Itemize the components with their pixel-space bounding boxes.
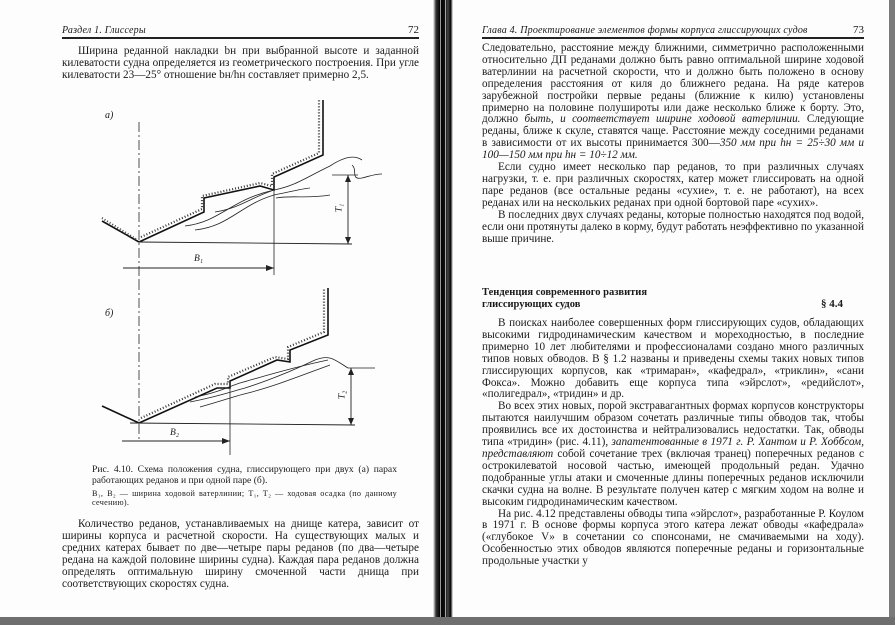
book-spine-binding xyxy=(433,0,453,617)
closing-paragraph-text: Количество реданов, устанавливаемых на днище катера, зависит от ширины корпуса и расчетной скорости. На существующих малых и средних катерах бывает по две—четыре пары реданов (по два—четыре редана на каждой половине ширины судна). Каждая пара реданов должна определять оптимальную ширину смоченной части днища при соответствующих скоростях судна. xyxy=(62,518,419,590)
draft-label-t2: T₂ xyxy=(337,390,348,400)
section-paragraph-3: На рис. 4.12 представлены обводы типа «эйрслот», разработанные Р. Коулом в 1971 г. В основе формы корпуса этого катера лежат обводы «кафедрала» («глубокое V» в сочетании со спонсонами, не смачиваемыми на ходу). Особенностью этих обводов являются поперечные реданы и горизонтальные продольные участки у xyxy=(482,507,864,568)
left-running-head-title: Раздел 1. Глиссеры xyxy=(62,25,146,36)
paragraph-1-text-b: Следующие реданы, ближе к скуле, ставятся чаще. Расстояние между соседними реданами в зависимости от их высоты принимается 300— xyxy=(482,113,864,150)
right-paragraph-2: Если судно имеет несколько пар реданов, то при различных случаях нагрузки, т. е. при различных скоростях, катер может глиссировать на одной паре реданов (все остальные реданы «сухие», т. е. не работают), на всех реданах или на нескольких реданах при одной бортовой паре «сухих». xyxy=(482,161,864,209)
right-paragraph-1 xyxy=(482,43,864,162)
figure-caption xyxy=(92,465,397,507)
right-running-head xyxy=(482,20,864,36)
intro-paragraph-text: Ширина реданной накладки bн при выбранной высоте и заданной килеватости судна определяется из геометрического построения. При угле килеватости 23—25° отношение bн/hн составляет примерно 2,5. xyxy=(62,45,419,81)
paragraph-1-text-a: Следовательно, расстояние между ближними, симметрично расположенными относительно ДП реданами должно быть равно оптимальной ширине ходовой ватерлинии на расчетной скорости, что и должно быть положено в основу определения расстояния от киля до ближнего редана. На ряде катеров зарубежной постройки первые реданы (ближние к килю) установлены примерно на половине полуширoты или даже несколько ближе к борту. Это, должно xyxy=(482,42,864,126)
paragraph-1-italic-b: 350 мм при hн = 25÷30 мм и 100—150 мм при hн = 10÷12 мм. xyxy=(482,137,864,162)
section-paragraph-2-text-a: Во всех этих новых, порой экстравагантных формах корпусов конструкторы пытаются наилучшим образом сочетать различные типы обводов так, чтобы проявились все их достоинства и нейтрализовались недостатки. Так, обводы типа «тридин» (рис. 4.11), xyxy=(482,400,864,449)
figure-caption-title: Рис. 4.10. Схема положения судна, глиссирующего при двух (а) парах работающих реданов и при одной паре (б). xyxy=(92,464,397,486)
figure-panel-b xyxy=(90,280,400,460)
section-heading xyxy=(482,287,782,311)
section-title-line-2: глиссирующих судов xyxy=(482,299,581,310)
width-label-b2: B₂ xyxy=(170,428,180,438)
section-paragraph-2-text-b: собой сочетание трех (включая транец) поперечных реданов с острокилеватой носовой частью, имеющей продольный редан. Удачно подобранные углы атаки и смоченные длины поперечных реданов исключили скачки судна на волне. В результате получен катер с мягким ходом на волне и высоким гидродинамическим качеством. xyxy=(482,447,864,508)
right-page-number: 73 xyxy=(853,24,864,36)
hull-section-diagram-b xyxy=(90,280,400,460)
section-paragraph-1: В поисках наиболее совершенных форм глиссирующих судов, обладающих высокими гидродинамическим качеством и мореходностью, в последние примерно 10 лет любителями и профессионалами создано много различных типов новых обводов. В § 1.2 названы и приведены схемы таких новых типов глиссирующих корпусов, как «тримаран», «кафедрал», «триклин», «сани Фокса». Можно добавить еще корпуса типа «эйрслот», «редийслот», «полигедрал», «тридин» и др. xyxy=(482,317,864,401)
left-head-rule xyxy=(62,37,419,39)
right-page xyxy=(455,0,885,617)
section-paragraph-2-italic: запатентованные в 1971 г. Р. Хантом и Р. Хоббсом, представляют xyxy=(482,436,864,460)
figure-panel-a xyxy=(90,100,400,280)
section-title-line-1: Тенденция современного развития xyxy=(482,287,648,298)
scan-edge-bottom xyxy=(0,617,895,625)
section-paragraph-2 xyxy=(482,401,864,508)
section-body-text xyxy=(482,318,864,568)
width-label-b1: B₁ xyxy=(194,254,204,264)
left-running-head xyxy=(62,20,419,36)
left-intro-paragraph xyxy=(62,46,419,82)
scan-edge-right xyxy=(889,0,895,625)
section-number: § 4.4 xyxy=(821,298,843,310)
left-page xyxy=(0,0,430,617)
left-closing-paragraph xyxy=(62,519,419,590)
right-head-rule xyxy=(482,37,864,39)
right-paragraph-3: В последних двух случаях реданы, которые полностью находятся под водой, если они протянуты далеко в корму, будут работать неэффективно по указанной выше причине. xyxy=(482,208,864,245)
right-top-text xyxy=(482,43,864,245)
panel-b-label: б) xyxy=(105,308,114,319)
right-running-head-title: Глава 4. Проектирование элементов формы корпуса глиссирующих судов xyxy=(482,25,808,36)
hull-section-diagram-a xyxy=(90,100,400,280)
panel-a-label: а) xyxy=(105,110,114,121)
figure-caption-legend: B₁, B₂ — ширина ходовой ватерлинии; T₁, T₂ — ходовая осадка (по данному сечению). xyxy=(92,489,397,508)
left-page-number: 72 xyxy=(408,24,419,36)
paragraph-1-italic-a: быть, и соответствует ширине ходовой ватерлинии. xyxy=(524,113,801,126)
draft-label-t1: T₁ xyxy=(334,203,345,213)
